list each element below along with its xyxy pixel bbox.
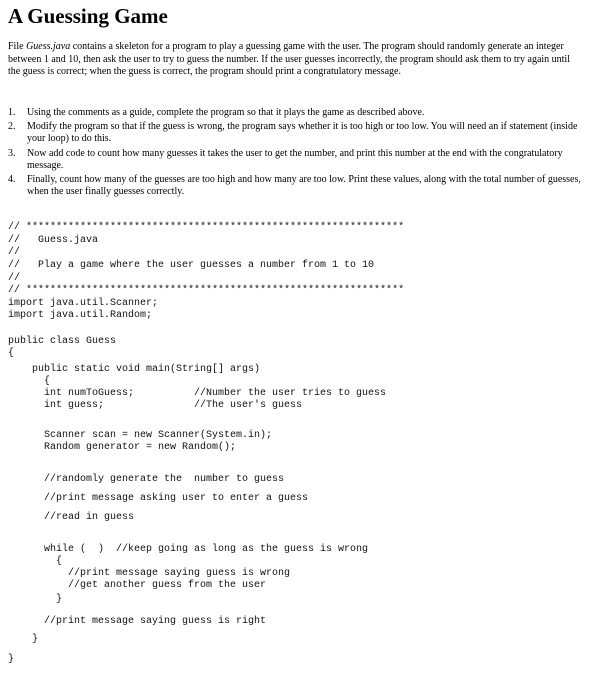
code-line: // Play a game where the user guesses a number from 1 to 10: [8, 260, 375, 271]
code-line: //print message asking user to enter a guess: [8, 493, 309, 504]
instruction-text: Finally, count how many of the guesses are too high and how many are too low. Print these values, along with the total number of guesses, when the user finally guesses correctly.: [27, 174, 581, 198]
code-line: // ***************************************************************: [8, 285, 405, 296]
intro-paragraph: [8, 41, 580, 79]
instruction-list: [8, 107, 586, 200]
code-line: {: [8, 556, 63, 567]
code-line: //: [8, 273, 21, 284]
code-line: public static void main(String[] args): [8, 364, 261, 375]
instruction-number: 2.: [8, 121, 16, 133]
code-line: }: [8, 634, 39, 645]
code-line: public class Guess: [8, 336, 117, 347]
code-line: {: [8, 376, 51, 387]
code-line: }: [8, 654, 15, 665]
code-line: //print message saying guess is wrong: [8, 568, 291, 579]
code-line: import java.util.Random;: [8, 310, 153, 321]
page-title: A Guessing Game: [8, 4, 168, 28]
instruction-item: [8, 174, 586, 198]
code-line: import java.util.Scanner;: [8, 298, 159, 309]
code-line: // Guess.java: [8, 235, 99, 246]
instruction-item: [8, 107, 586, 119]
code-line: //read in guess: [8, 512, 135, 523]
intro-prefix: File: [8, 41, 27, 52]
code-line: int numToGuess; //Number the user tries to guess: [8, 388, 387, 399]
code-line: // ***************************************************************: [8, 222, 405, 233]
instruction-item: [8, 121, 586, 145]
instruction-text: Using the comments as a guide, complete the program so that it plays the game as described above.: [27, 107, 425, 118]
intro-filename: Guess.java: [26, 41, 71, 52]
instruction-number: 4.: [8, 174, 16, 186]
code-line: //get another guess from the user: [8, 580, 267, 591]
code-line: while ( ) //keep going as long as the guess is wrong: [8, 544, 369, 555]
code-line: //randomly generate the number to guess: [8, 474, 285, 485]
code-line: //print message saying guess is right: [8, 616, 267, 627]
code-line: Scanner scan = new Scanner(System.in);: [8, 430, 273, 441]
code-line: Random generator = new Random();: [8, 442, 237, 453]
intro-text: contains a skeleton for a program to play a guessing game with the user. The program should randomly generate an integer between 1 and 10, then ask the user to try to guess the number. If the user guesses incorrectly, the program should ask them to try again until the guess is correct; when the guess is correct, the program should print a congratulatory message.: [8, 41, 570, 78]
instruction-item: [8, 148, 586, 172]
instruction-text: Modify the program so that if the guess is wrong, the program says whether it is too high or too low. You will need an if statement (inside your loop) to do this.: [27, 121, 578, 145]
instruction-text: Now add code to count how many guesses it takes the user to get the number, and print this number at the end with the congratulatory message.: [27, 147, 563, 171]
instruction-number: 3.: [8, 147, 16, 159]
code-line: {: [8, 348, 15, 359]
instruction-number: 1.: [8, 107, 16, 118]
code-line: int guess; //The user's guess: [8, 400, 303, 411]
code-line: //: [8, 247, 21, 258]
code-line: }: [8, 594, 63, 605]
